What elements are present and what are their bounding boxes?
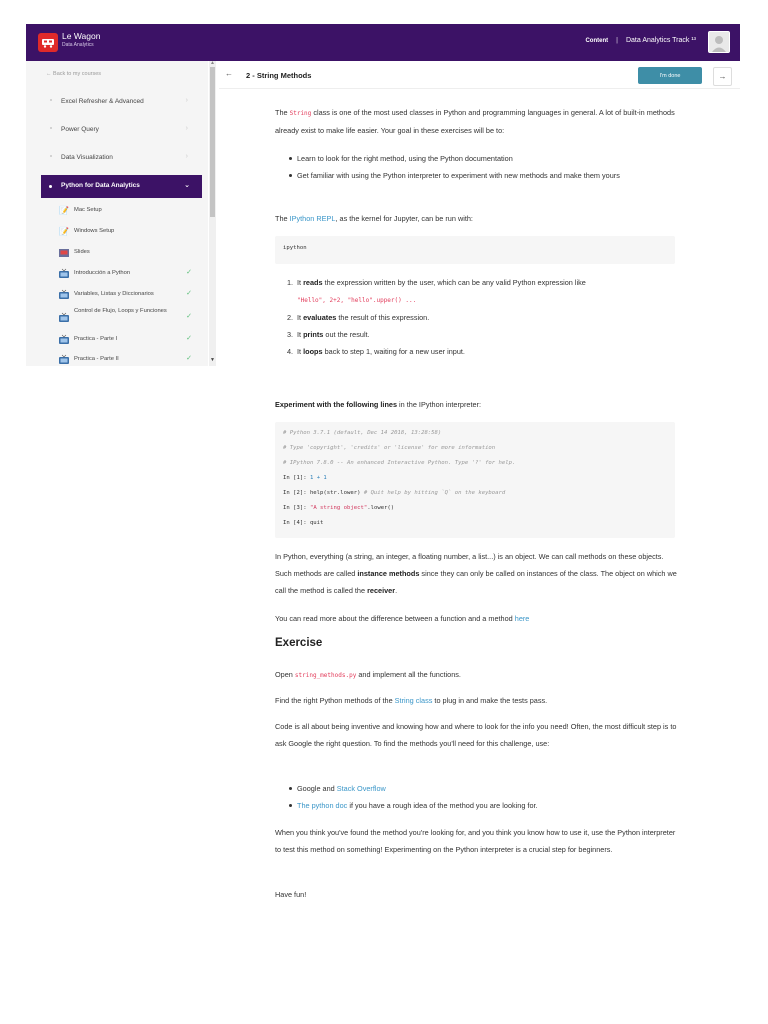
tv-icon — [59, 269, 69, 278]
top-navbar — [26, 24, 740, 61]
lesson-label: Introducción a Python — [74, 270, 131, 276]
check-icon: ✓ — [186, 313, 192, 320]
resources-list — [275, 780, 680, 814]
chevron-right-icon: › — [185, 153, 188, 160]
exercise-heading: Exercise — [275, 637, 323, 649]
sidebar-item-label: Power Query — [61, 126, 99, 133]
have-fun-paragraph: Have fun! — [275, 890, 307, 899]
command-code-block — [275, 236, 675, 264]
when-found-paragraph: When you think you've found the method you're looking for, and you think you know how to use it, use the Python interpreter to test this method on something! Experimenting on the Python interpreter is a crucial step for beginners. — [275, 828, 676, 854]
inventive-paragraph: Code is all about being inventive and knowing how and where to look for the info you need! Often, the most difficult step is to ask Google the right question. To find the methods you'll need for this challenge, use: — [275, 722, 677, 748]
experiment-paragraph: Experiment with the following lines in the IPython interpreter: — [275, 400, 481, 409]
code-line: In [1]: 1 + 1 — [283, 475, 327, 481]
list-item: 1. It reads the expression written by the user, which can be any valid Python expression like "Hello", 2+2, "hello".upper() ... — [287, 278, 586, 304]
lesson-item[interactable] — [41, 306, 202, 330]
sidebar-item-label: Excel Refresher & Advanced — [61, 98, 144, 105]
sidebar-item-excel[interactable] — [26, 91, 202, 113]
list-item: 3. It prints out the result. — [287, 330, 370, 339]
ipython-code-block — [275, 422, 675, 538]
code-line: In [3]: "A string object".lower() — [283, 505, 395, 511]
check-icon: ✓ — [186, 269, 192, 276]
lesson-item[interactable] — [41, 265, 202, 285]
top-nav-links — [585, 37, 696, 44]
sidebar-item-label: Data Visualization — [61, 154, 113, 161]
inline-code: string_methods.py — [294, 672, 357, 679]
lesson-item[interactable] — [41, 351, 202, 371]
content-link[interactable]: Content — [585, 37, 609, 44]
lesson-label: Mac Setup — [74, 207, 102, 213]
code-line: ipython — [283, 245, 307, 251]
string-class-link[interactable]: String class — [394, 696, 433, 705]
user-avatar-icon — [709, 32, 729, 52]
list-item: Get familiar with using the Python interpreter to experiment with new methods and make them yours — [275, 167, 680, 184]
sidebar-item-data-visualization[interactable] — [26, 147, 202, 169]
tv-icon — [59, 290, 69, 299]
intro-paragraph: The String class is one of the most used classes in Python and programming languages in general. A lot of built-in methods already exist to make life easier. Your goal in these exercises will be to: — [275, 108, 675, 135]
check-icon: ✓ — [186, 355, 192, 362]
lesson-label: Slides — [74, 249, 90, 255]
lesson-label: Control de Flujo, Loops y Funciones — [74, 308, 167, 314]
list-item: Google and Stack Overflow — [275, 780, 680, 797]
le-wagon-logo[interactable] — [38, 33, 58, 52]
inline-code: "Hello", 2+2, "hello".upper() ... — [297, 297, 417, 304]
bullet — [50, 127, 52, 129]
open-file-paragraph: Open string_methods.py and implement all the functions. — [275, 670, 461, 679]
next-lesson-button[interactable]: → — [713, 67, 732, 86]
previous-lesson-arrow-icon[interactable]: ← — [225, 69, 233, 78]
chevron-right-icon: › — [185, 97, 188, 104]
list-item: Learn to look for the right method, using the Python documentation — [275, 150, 680, 167]
list-item: 4. It loops back to step 1, waiting for a new user input. — [287, 347, 465, 356]
brand-name: Le Wagon — [62, 31, 101, 41]
avatar[interactable] — [708, 31, 730, 53]
chevron-right-icon: › — [185, 125, 188, 132]
lesson-label: Practica - Parte II — [74, 356, 119, 362]
python-doc-link[interactable]: The python doc — [297, 801, 348, 810]
sidebar-item-python-active[interactable] — [41, 175, 202, 198]
lesson-title: 2 - String Methods — [246, 71, 312, 80]
lesson-item[interactable] — [41, 223, 202, 243]
tv-icon — [59, 335, 69, 344]
ipython-repl-link[interactable]: IPython REPL — [289, 214, 336, 223]
nav-separator: | — [616, 37, 618, 44]
list-item: The python doc if you have a rough idea of the method you are looking for. — [275, 797, 680, 814]
tv-icon — [59, 313, 69, 322]
lesson-item[interactable] — [41, 331, 202, 351]
sidebar-item-label: Python for Data Analytics — [61, 182, 140, 189]
lesson-item[interactable] — [41, 244, 202, 264]
bullet — [50, 155, 52, 157]
track-link[interactable]: Data Analytics Track ¹³ — [625, 37, 696, 44]
repl-steps-list — [275, 274, 680, 360]
code-comment: # Type 'copyright', 'credits' or 'license' for more information — [283, 445, 496, 451]
scroll-up-icon[interactable]: ▲ — [210, 60, 215, 66]
app-window — [26, 24, 740, 899]
list-item: 2. It evaluates the result of this expression. — [287, 313, 430, 322]
chevron-down-icon: ⌄ — [184, 182, 190, 189]
code-comment: # Python 3.7.1 (default, Dec 14 2018, 13:28:58) — [283, 430, 442, 436]
scroll-down-icon[interactable]: ▼ — [210, 357, 215, 363]
lesson-item[interactable] — [41, 286, 202, 306]
tv-icon — [59, 355, 69, 364]
brand-subtitle: Data Analytics — [62, 41, 94, 48]
lesson-label: Variables, Listas y Diccionarios — [74, 291, 154, 297]
note-icon: 📝 — [59, 206, 69, 215]
bullet — [50, 99, 52, 101]
here-link[interactable]: here — [514, 614, 530, 623]
inline-code: String — [289, 110, 312, 117]
slides-icon — [59, 248, 69, 257]
read-more-paragraph: You can read more about the difference between a function and a method here — [275, 614, 530, 623]
sidebar-item-power-query[interactable] — [26, 119, 202, 141]
find-methods-paragraph: Find the right Python methods of the String class to plug in and make the tests pass. — [275, 696, 548, 705]
bullet — [49, 185, 52, 188]
note-icon: 📝 — [59, 227, 69, 236]
code-line: In [4]: quit — [283, 520, 324, 526]
code-comment: # IPython 7.8.0 -- An enhanced Interactive Python. Type '?' for help. — [283, 460, 516, 466]
lesson-label: Windows Setup — [74, 228, 115, 234]
course-sidebar — [26, 61, 208, 366]
code-line: In [2]: help(str.lower) # Quit help by hitting `Q` on the keyboard — [283, 490, 506, 496]
back-to-courses-link[interactable]: ← Back to my courses — [46, 71, 102, 77]
im-done-button[interactable]: I'm done — [638, 67, 702, 84]
wagon-icon — [41, 38, 55, 48]
lesson-item[interactable] — [41, 202, 202, 222]
stack-overflow-link[interactable]: Stack Overflow — [336, 784, 386, 793]
sidebar-scroll-thumb[interactable] — [210, 67, 215, 217]
goals-list — [275, 150, 680, 184]
check-icon: ✓ — [186, 290, 192, 297]
lesson-header — [219, 64, 740, 89]
check-icon: ✓ — [186, 335, 192, 342]
lesson-label: Practica - Parte I — [74, 336, 118, 342]
objects-paragraph: In Python, everything (a string, an integer, a floating number, a list...) is an object. We can call methods on these objects. Such methods are called instance methods since they can only be called on instances of the class. The object on which we call the method is called the receiver. — [275, 552, 677, 595]
brand — [62, 32, 100, 48]
repl-paragraph: The IPython REPL, as the kernel for Jupyter, can be run with: — [275, 214, 473, 223]
